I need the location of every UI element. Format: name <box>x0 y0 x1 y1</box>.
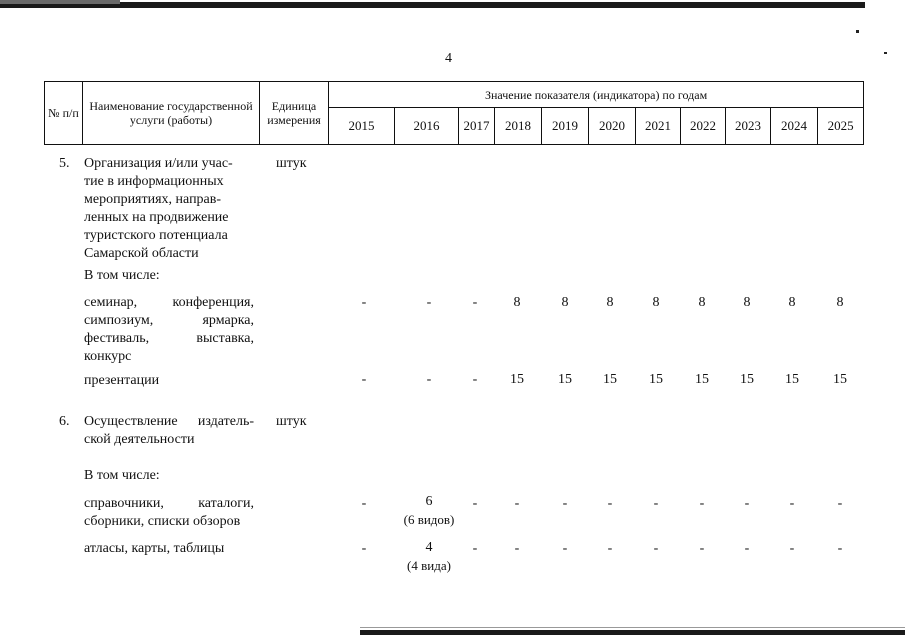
value-cell: - <box>472 541 478 556</box>
value-cell: - <box>562 541 568 556</box>
including-label: В том числе: <box>84 468 160 483</box>
sub-description <box>84 495 254 531</box>
scan-speck <box>884 52 887 54</box>
text-line: конкурс <box>84 349 132 364</box>
header-num: № п/п <box>45 82 83 145</box>
value-cell: 8 <box>788 295 796 310</box>
header-name: Наименование государственной услуги (работы) <box>83 82 260 145</box>
header-year: 2023 <box>726 108 771 145</box>
sub-description: атласы, карты, таблицы <box>84 541 225 556</box>
value-cell: 8 <box>606 295 614 310</box>
text-line: тие в информационных <box>84 174 224 189</box>
value-cell: 15 <box>833 372 847 387</box>
row-description <box>84 413 254 449</box>
text-line: Осуществление издатель- <box>84 414 254 429</box>
header-year: 2016 <box>395 108 459 145</box>
scan-top-edge <box>0 2 865 8</box>
value-cell: - <box>699 541 705 556</box>
value-cell: - <box>607 541 613 556</box>
value-cell: 8 <box>698 295 706 310</box>
header-year: 2024 <box>771 108 818 145</box>
text-line: туристского потенциала <box>84 228 228 243</box>
value-cell: 8 <box>836 295 844 310</box>
row-unit: штук <box>276 156 307 171</box>
value-cell: - <box>699 496 705 511</box>
table-header <box>44 81 864 145</box>
value-cell: 15 <box>649 372 663 387</box>
value-cell: - <box>789 496 795 511</box>
value-cell: - <box>607 496 613 511</box>
row-description <box>84 155 254 263</box>
value-cell: 15 <box>740 372 754 387</box>
value-cell: - <box>653 541 659 556</box>
text-line: Самарской области <box>84 246 199 261</box>
sub-description: презентации <box>84 373 160 388</box>
value-cell: - <box>472 496 478 511</box>
value-cell: - <box>361 496 367 511</box>
value-cell <box>403 493 455 529</box>
value-cell: - <box>744 496 750 511</box>
value-cell: - <box>472 295 478 310</box>
including-label: В том числе: <box>84 268 160 283</box>
header-year: 2019 <box>542 108 589 145</box>
value-cell: - <box>361 541 367 556</box>
header-year: 2020 <box>589 108 636 145</box>
text-line: ленных на продвижение <box>84 210 229 225</box>
value-cell: 15 <box>785 372 799 387</box>
value-cell: 15 <box>558 372 572 387</box>
value-cell: - <box>472 372 478 387</box>
text-line: ской деятельности <box>84 432 195 447</box>
text-line: фестиваль, выставка, <box>84 331 254 346</box>
value-cell: - <box>514 496 520 511</box>
value-note: (4 вида) <box>407 558 451 573</box>
header-year: 2017 <box>459 108 495 145</box>
text-line: справочники, каталоги, <box>84 496 254 511</box>
sub-description <box>84 294 254 366</box>
text-line: мероприятиях, направ- <box>84 192 222 207</box>
value-cell: - <box>789 541 795 556</box>
value-cell: - <box>426 372 432 387</box>
value-cell: - <box>361 295 367 310</box>
value-note: (6 видов) <box>403 512 455 527</box>
page-number: 4 <box>445 51 452 66</box>
header-year: 2015 <box>329 108 395 145</box>
value-cell: 8 <box>652 295 660 310</box>
value-cell: 8 <box>513 295 521 310</box>
header-year: 2021 <box>636 108 681 145</box>
text-line: сборники, списки обзоров <box>84 514 241 529</box>
value-cell: 15 <box>603 372 617 387</box>
value-cell: - <box>562 496 568 511</box>
row-number: 6. <box>59 414 70 429</box>
header-year: 2018 <box>495 108 542 145</box>
value-cell: - <box>361 372 367 387</box>
row-number: 5. <box>59 156 70 171</box>
value-cell: - <box>837 541 843 556</box>
value-cell: - <box>837 496 843 511</box>
value-cell: 15 <box>695 372 709 387</box>
scan-bottom-edge <box>360 630 905 635</box>
value-cell: - <box>514 541 520 556</box>
text-line: семинар, конференция, <box>84 295 254 310</box>
value-number: 4 <box>425 540 433 555</box>
value-cell <box>406 539 452 575</box>
value-cell: 15 <box>510 372 524 387</box>
header-year: 2025 <box>818 108 864 145</box>
header-values-title: Значение показателя (индикатора) по годам <box>329 82 864 108</box>
header-year: 2022 <box>681 108 726 145</box>
row-unit: штук <box>276 414 307 429</box>
text-line: Организация и/или учас- <box>84 156 233 171</box>
text-line: симпозиум, ярмарка, <box>84 313 254 328</box>
value-cell: - <box>744 541 750 556</box>
value-cell: 8 <box>561 295 569 310</box>
value-cell: - <box>653 496 659 511</box>
header-unit: Единица измерения <box>260 82 329 145</box>
value-cell: - <box>426 295 432 310</box>
scan-speck <box>856 30 859 33</box>
value-number: 6 <box>425 494 433 509</box>
value-cell: 8 <box>743 295 751 310</box>
